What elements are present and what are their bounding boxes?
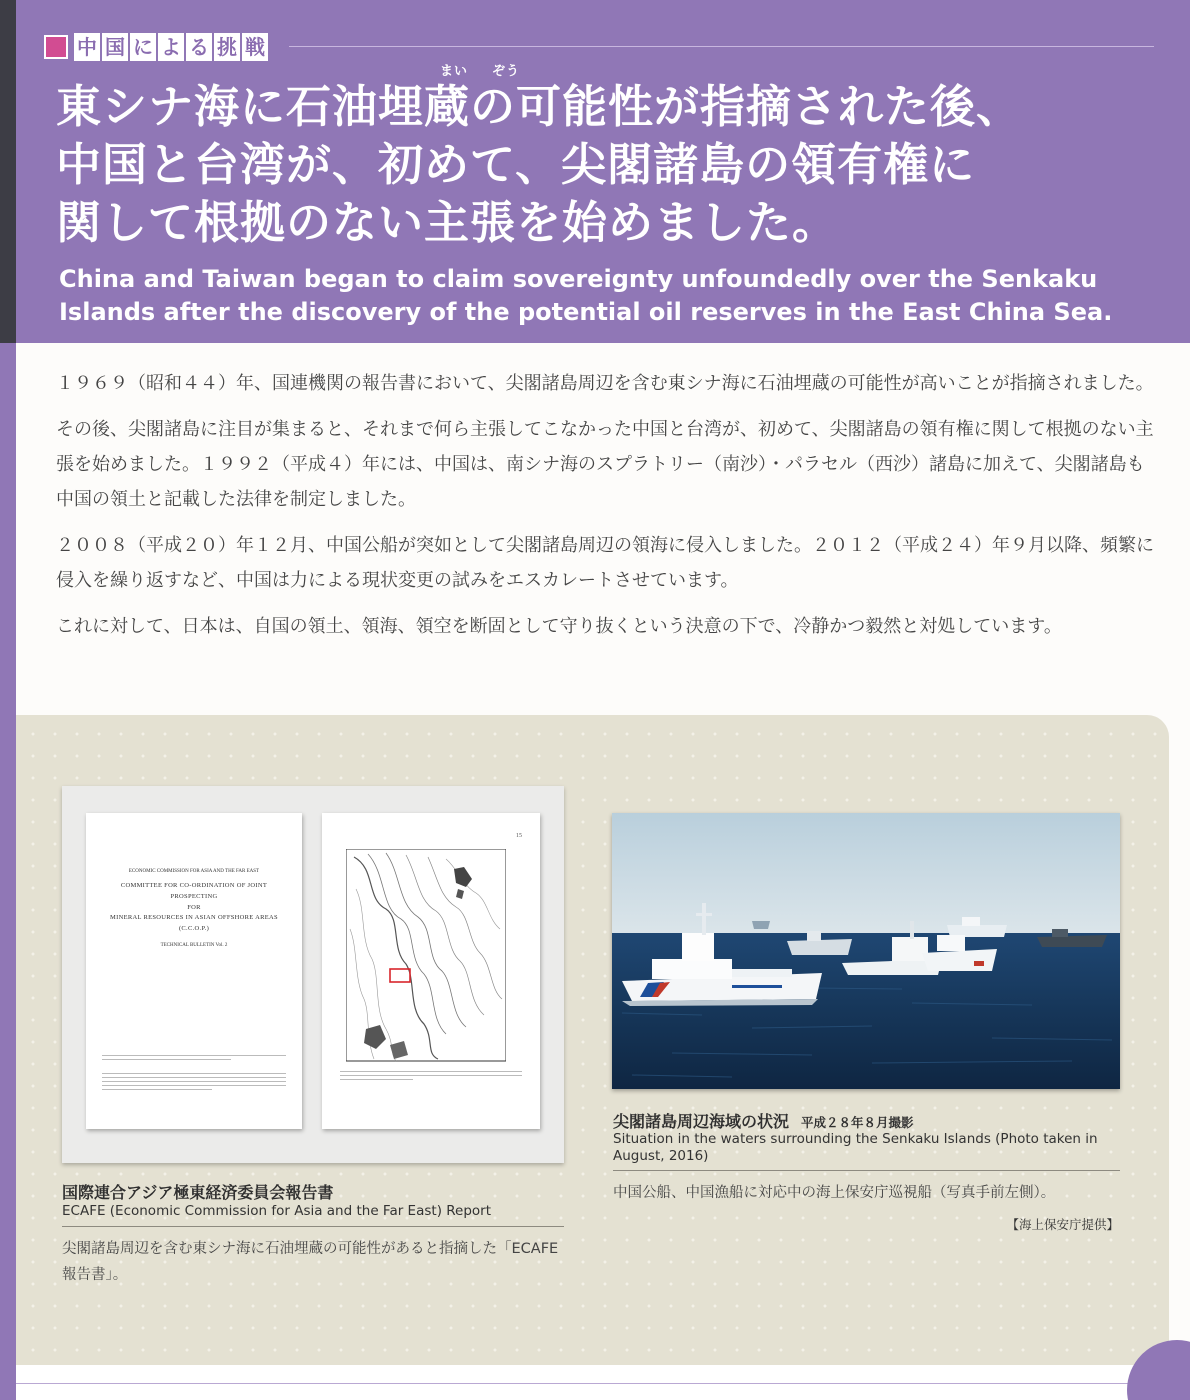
paragraph: １９６９（昭和４４）年、国連機関の報告書において、尖閣諸島周辺を含む東シナ海に石油埋蔵の可能性が高いことが指摘されました。 [56,373,1154,394]
paragraph: その後、尖閣諸島に注目が集まると、それまで何ら主張してこなかった中国と台湾が、初めて、尖閣諸島の領有権に関して根拠のない主張を始めました。１９９２（平成４）年には、中国は、南シナ海のスプラトリー（南沙）・パラセル（西沙）諸島に加えて、尖閣諸島も中国の領土と記載した法律を制定しました。 [56,419,1154,510]
english-subtitle [59,263,1169,329]
tag-char: 挑 [214,33,240,61]
report-caption-description: 尖閣諸島周辺を含む東シナ海に石油埋蔵の可能性があると指摘した「ECAFE報告書」。 [62,1241,559,1283]
ship-caption-english: Situation in the waters surrounding the Senkaku Islands (Photo taken in August, 2016) [613,1131,1098,1164]
tag-square-icon [44,35,68,59]
report-caption-rule [62,1226,564,1227]
title-ruby-zou: ぞう [492,64,521,79]
cover-fine-print [102,1055,286,1063]
tag-char: に [130,33,156,61]
subtitle-line: Islands after the discovery of the potential oil reserves in the East China Sea. [59,298,1113,326]
header-banner [16,0,1190,343]
cover-line: FOR [187,904,201,911]
bottom-rule [16,1383,1136,1384]
tag-divider [289,46,1154,47]
cover-line: TECHNICAL BULLETIN Vol. 2 [160,943,228,948]
ship-caption-title [613,1109,914,1132]
ship-caption-description: 中国公船、中国漁船に対応中の海上保安庁巡視船（写真手前左側）。 [613,1185,1056,1201]
tag-chars [74,33,268,61]
section-tag [44,33,1154,61]
cover-line: COMMITTEE FOR CO-ORDINATION OF JOINT [120,882,268,889]
cover-line: MINERAL RESOURCES IN ASIAN OFFSHORE AREAS [110,914,278,921]
page-number: 15 [516,833,522,839]
title-line: 中国と台湾が、初めて、尖閣諸島の領有権に [56,138,976,191]
ship-caption-title-text: 尖閣諸島周辺海域の状況 [613,1112,790,1131]
cover-line: ECONOMIC COMMISSION FOR ASIA AND THE FAR EAST [128,869,260,874]
page-title [56,78,1176,252]
map-caption-fine-print [340,1071,522,1083]
tag-char: 国 [102,33,128,61]
cover-line: (C.C.O.P.) [178,925,210,932]
body-text [56,366,1156,655]
report-caption-english: ECAFE (Economic Commission for Asia and the Far East) Report [62,1203,492,1219]
title-line: 関して根拠のない主張を始めました。 [56,196,839,249]
subtitle-line: China and Taiwan began to claim sovereignty unfoundedly over the Senkaku [59,265,1098,293]
cover-line: PROSPECTING [170,893,218,900]
paragraph: これに対して、日本は、自国の領土、領海、領空を断固として守り抜くという決意の下で、冷静かつ毅然と対処しています。 [56,616,1062,637]
title-ruby-mai: まい [440,64,469,79]
photo-credit: 【海上保安庁提供】 [1006,1217,1119,1232]
tag-char: 中 [74,33,100,61]
report-caption-title: 国際連合アジア極東経済委員会報告書 [62,1183,334,1202]
report-map-page [322,813,540,1129]
ships-at-sea-image [612,813,1120,1089]
ship-caption-rule [613,1170,1120,1171]
left-border-dark [0,0,16,343]
report-cover-page [86,813,302,1129]
ship-situation-photo [612,813,1120,1089]
cover-fine-print [102,1073,286,1093]
tag-char: よ [158,33,184,61]
tag-char: る [186,33,212,61]
paragraph: ２００８（平成２０）年１２月、中国公船が突如として尖閣諸島周辺の領海に侵入しました。２０１２（平成２４）年９月以降、頻繁に侵入を繰り返すなど、中国は力による現状変更の試みをエスカレートさせています。 [56,535,1154,591]
title-line: 東シナ海に石油埋蔵の可能性が指摘された後、 [56,80,1023,133]
ship-caption-date: 平成２８年８月撮影 [801,1115,914,1130]
ecafe-report-photo [62,786,564,1163]
tag-char: 戦 [242,33,268,61]
seafloor-map [346,849,506,1069]
